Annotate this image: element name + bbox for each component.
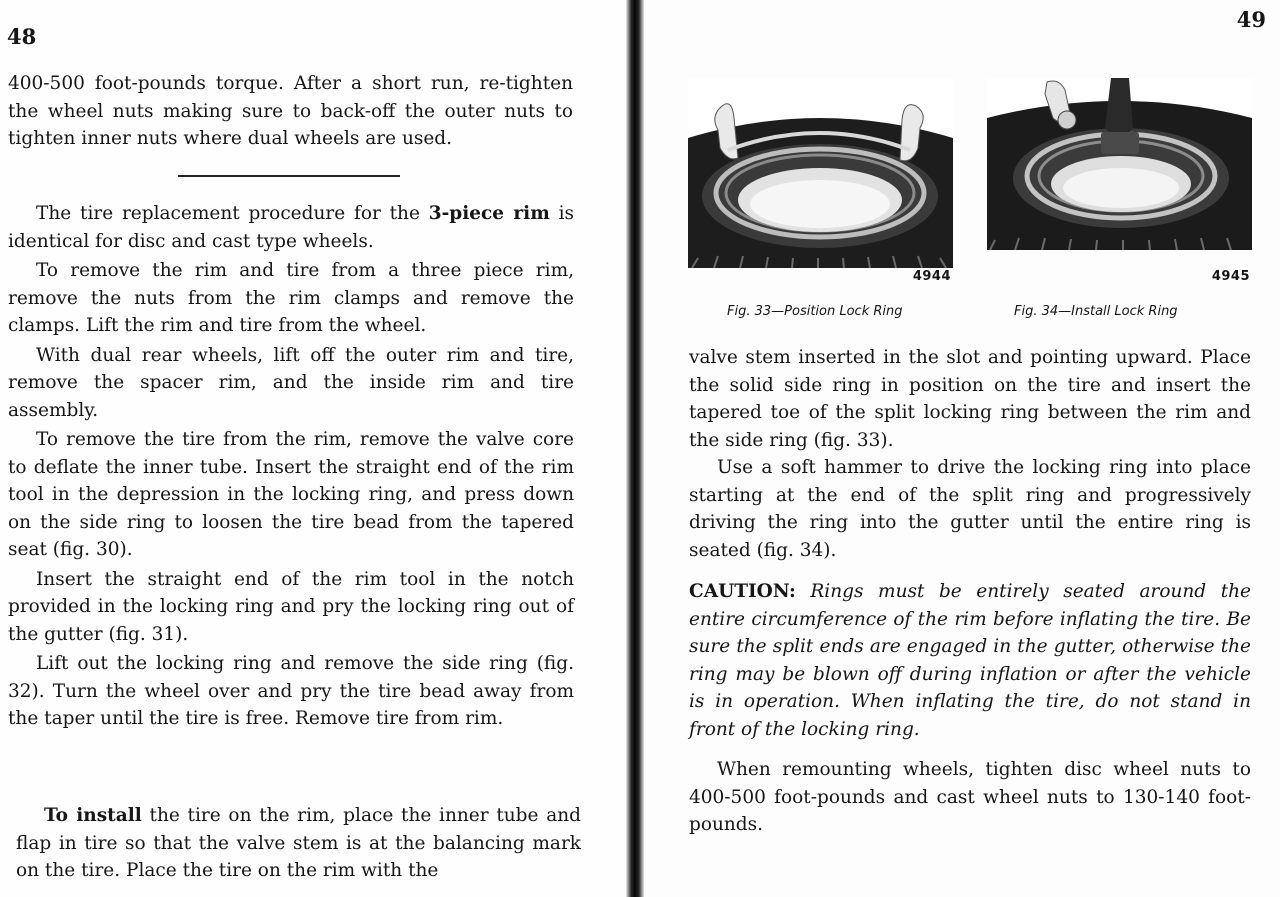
hammer-rim-photo-icon (987, 78, 1252, 250)
remounting-text: When remounting wheels, tighten disc wheel nuts to 400-500 foot-pounds and cast wheel nuts to 130-140 foot-pounds. (689, 759, 1251, 835)
figure-34-caption: Fig. 34—Install Lock Ring (1014, 304, 1178, 319)
paragraph-install (16, 802, 581, 885)
paragraph-remove-tire: To remove the tire from the rim, remove the valve core to deflate the inner tube. Insert the straight end of the rim tool in the depression in the locking ring, and press down on the side ring to loosen the tire bead from the tapered seat (fig. 30). (8, 429, 574, 560)
figure-33-caption: Fig. 33—Position Lock Ring (727, 304, 903, 319)
paragraph-dual-wheels: With dual rear wheels, lift off the outer rim and tire, remove the spacer rim, and the inside rim and tire assembly. (8, 344, 574, 421)
install-text-strong: To install (44, 805, 142, 826)
book-gutter (626, 0, 644, 897)
install-text-rest: the tire on the rim, place the inner tube and flap in tire so that the valve stem is at the balancing mark on the tire. Place the tire on the rim with the (16, 805, 581, 881)
figure-33 (688, 78, 953, 284)
right-instructions (689, 344, 1251, 564)
install-text (16, 802, 581, 885)
paragraph-procedure (8, 200, 574, 255)
paragraph-valve-stem: valve stem inserted in the slot and pointing upward. Place the solid side ring in position on the tire and insert the tapered toe of the split locking ring between the rim and the side ring (fig. 33). (689, 347, 1251, 451)
figure-33-number: 4944 (912, 269, 951, 284)
figure-34 (987, 78, 1252, 284)
paragraph-torque (8, 70, 573, 153)
caution-paragraph (689, 578, 1251, 743)
paragraph-insert-tool: Insert the straight end of the rim tool in the notch provided in the locking ring and pry the locking ring out of the gutter (fig. 31). (8, 568, 574, 645)
page-number-right: 49 (1236, 7, 1266, 32)
paragraph-lift-out: Lift out the locking ring and remove the side ring (fig. 32). Turn the wheel over and pry the tire bead away from the taper until the tire is free. Remove tire from rim. (8, 653, 574, 729)
procedure-text-strong: 3-piece rim (428, 203, 550, 224)
procedure-text-a: The tire replacement procedure for the (36, 203, 429, 224)
section-divider (178, 175, 400, 177)
procedure-text-b: is identical for disc and cast type wheels. (8, 203, 575, 252)
left-page (0, 0, 626, 897)
page-number-left: 48 (7, 24, 37, 49)
caution-label: CAUTION: (689, 581, 796, 602)
torque-text: 400-500 foot-pounds torque. After a short run, re-tighten the wheel nuts making sure to back-off the outer nuts to tighten inner nuts where dual wheels are used. (8, 73, 573, 149)
caution-block (689, 578, 1251, 743)
figure-34-number: 4945 (1211, 269, 1250, 284)
tire-rim-photo-icon (688, 78, 953, 268)
paragraph-remounting (689, 756, 1251, 839)
paragraph-soft-hammer: Use a soft hammer to drive the locking ring into place starting at the end of the split ring and progressively driving the ring into the gutter until the entire ring is seated (fig. 34). (689, 457, 1251, 561)
paragraph-remove-rim: To remove the rim and tire from a three piece rim, remove the nuts from the rim clamps and remove the clamps. Lift the rim and tire from the wheel. (8, 260, 574, 336)
rim-procedure-section (8, 200, 574, 733)
caution-text: Rings must be entirely seated around the entire circumference of the rim before inflating the tire. Be sure the split ends are engaged in the gutter, otherwise the ring may be blown off during inflation or after the vehicle is in operation. When inflating the tire, do not stand in front of the locking ring. (689, 581, 1251, 740)
